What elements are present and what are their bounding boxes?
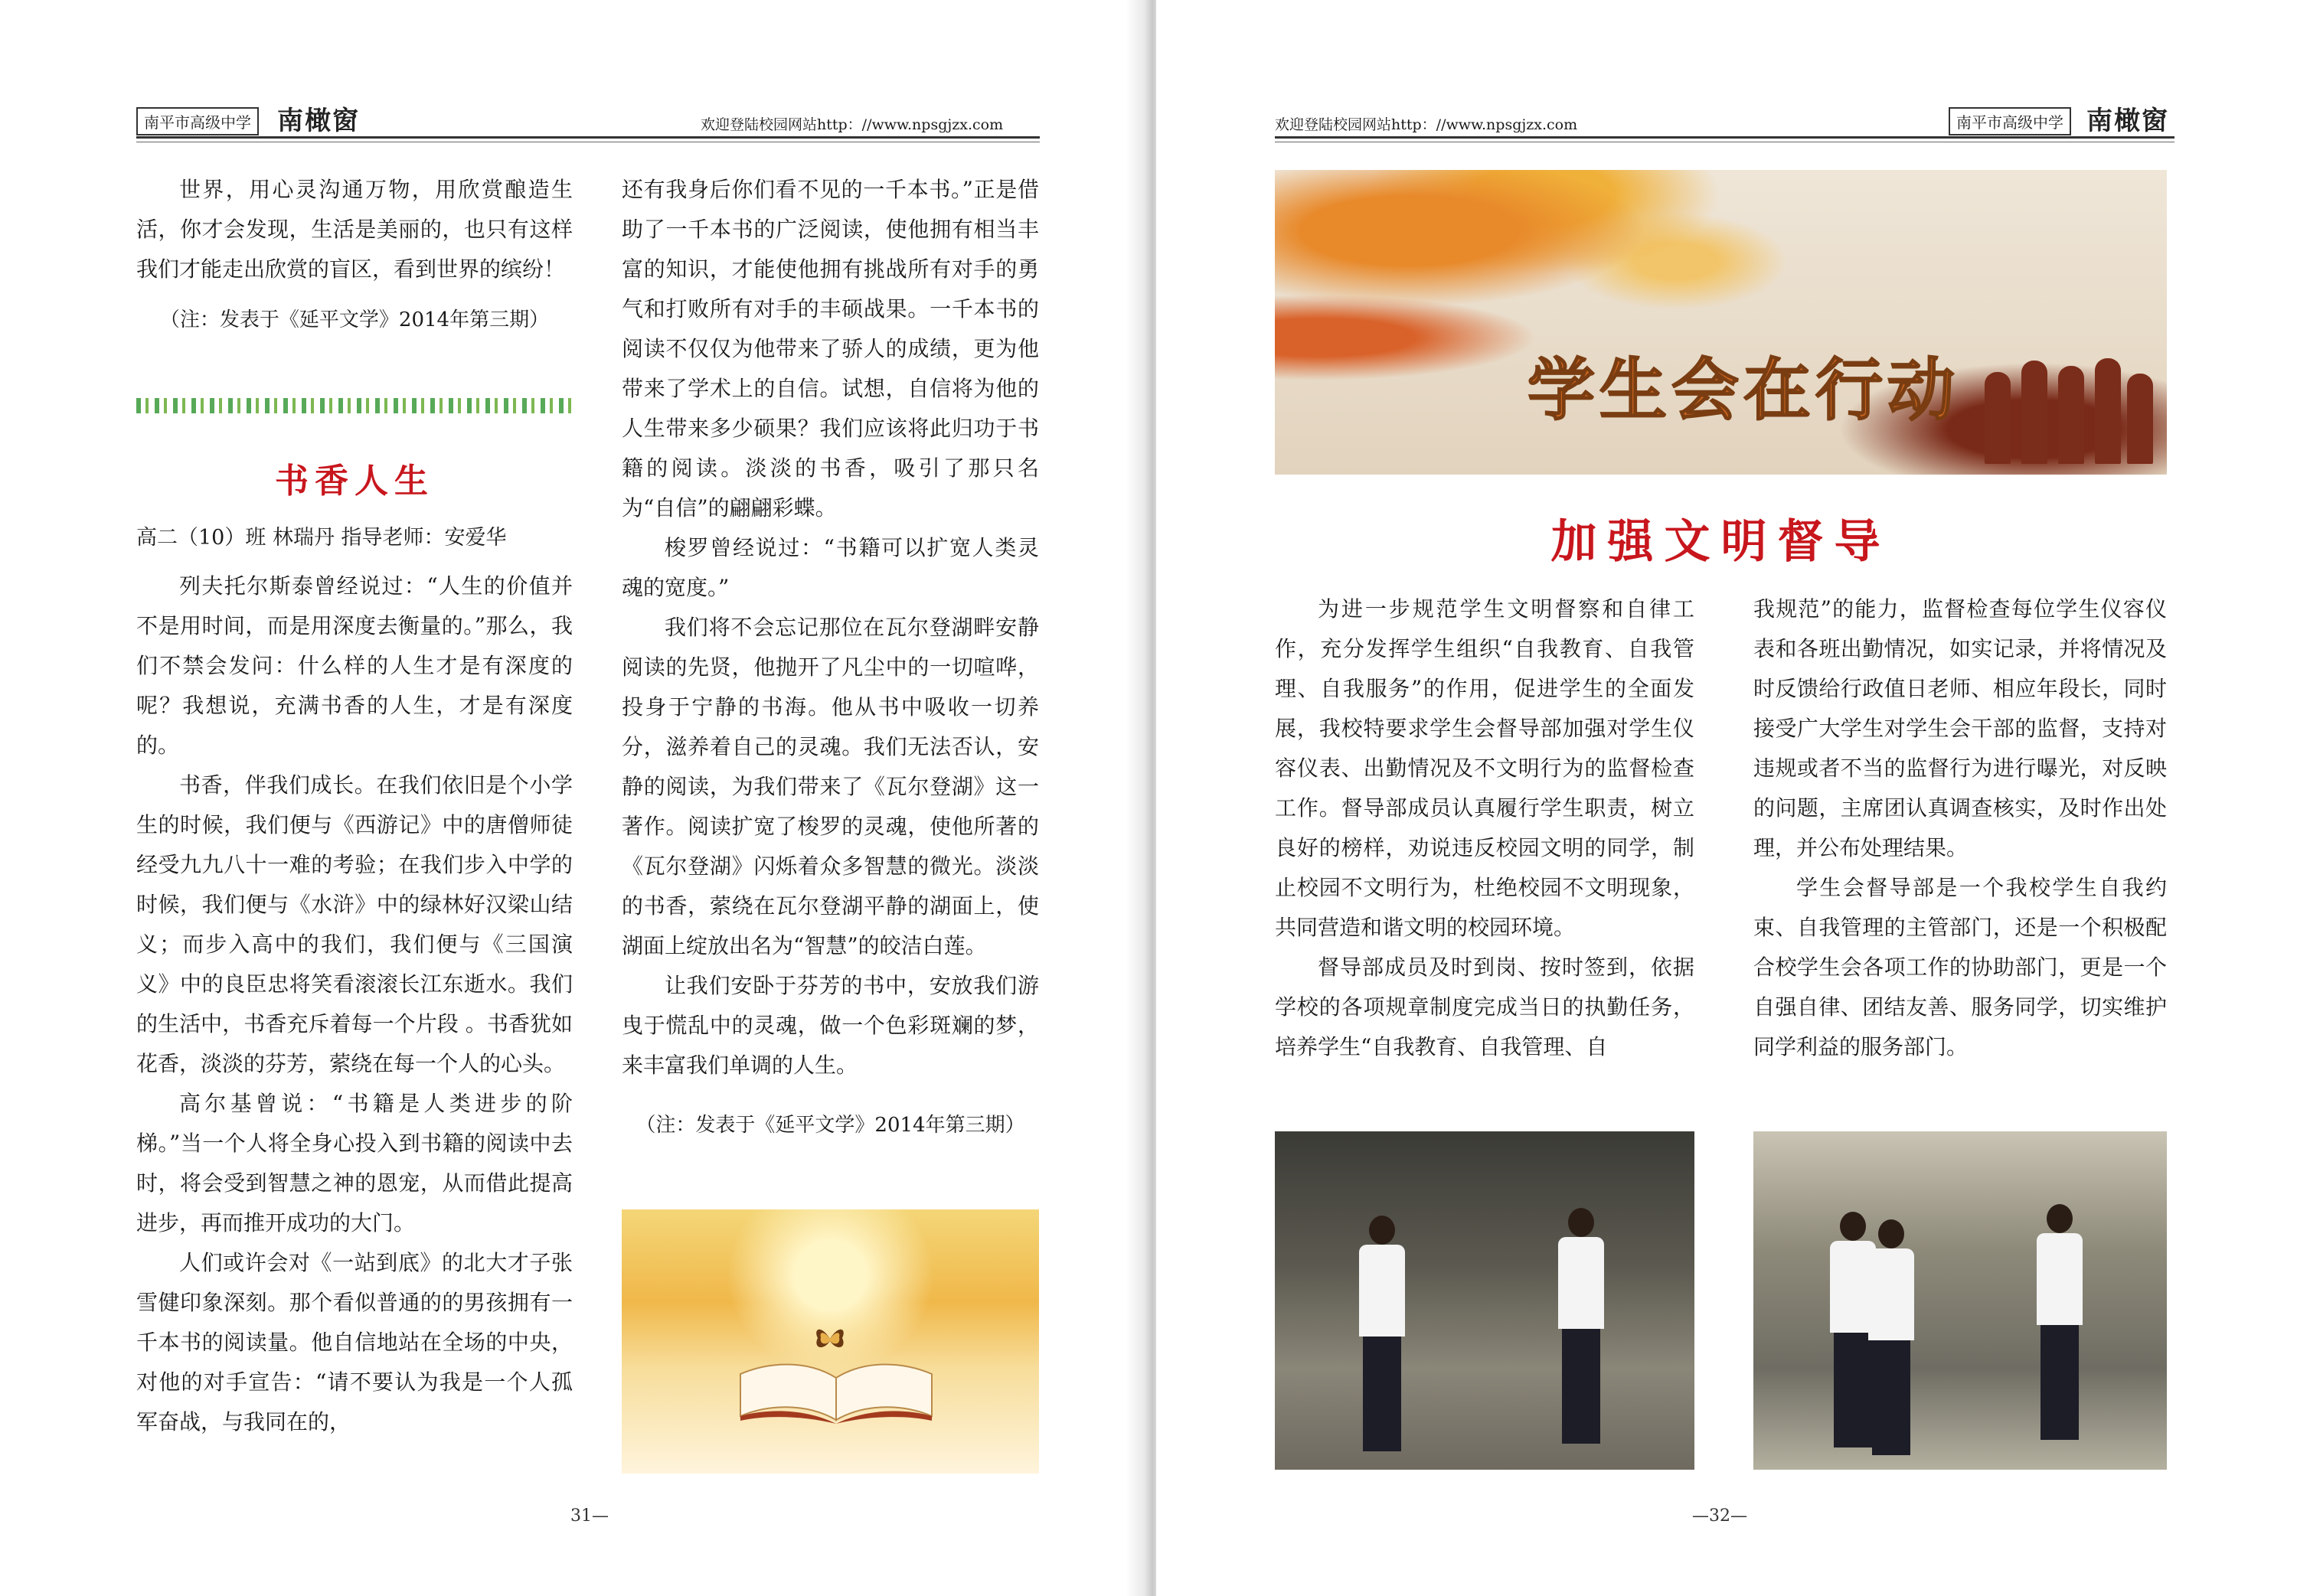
- paragraph: 学生会督导部是一个我校学生自我约束、自我管理的主管部门，还是一个积极配合校学生会各项工作的协助部门，更是一个自强自律、团结友善、服务同学，切实维护同学利益的服务部门。: [1753, 875, 2167, 1059]
- brand-logo: 南橄窗: [277, 106, 360, 136]
- header-rule: [136, 136, 1040, 139]
- paragraph: 列夫托尔斯泰曾经说过：“人生的价值并不是用时间，而是用深度去衡量的。”那么，我们不禁会发问：什么样的人生才是有深度的呢？我想说，充满书香的人生，才是有深度的。: [136, 573, 573, 758]
- student-figure: [1868, 1219, 1914, 1455]
- paragraph: 世界，用心灵沟通万物，用欣赏酿造生活，你才会发现，生活是美丽的，也只有这样我们才能走出欣赏的盲区，看到世界的缤纷！: [136, 177, 573, 282]
- school-name-box: 南平市高级中学: [136, 107, 259, 135]
- paragraph: 高尔基曾说：“书籍是人类进步的阶梯。”当一个人将全身心投入到书籍的阅读中去时，将会受到智慧之神的恩宠，从而借此提高进步，再而推开成功的大门。: [136, 1091, 573, 1235]
- paragraph: 为进一步规范学生文明督察和自律工作，充分发挥学生组织“自我教育、自我管理、自我服务”的作用，促进学生的全面发展，我校特要求学生会督导部加强对学生仪容仪表、出勤情况及不文明行为的监督检查工作。督导部成员认真履行学生职责，树立良好的榜样，劝说违反校园文明的同学，制止校园不文明行为，杜绝校园不文明现象，共同营造和谐文明的校园环境。: [1275, 596, 1694, 940]
- figures-silhouette: [1985, 357, 2153, 464]
- byline: 高二（10）班 林瑞丹 指导老师：安爱华: [136, 526, 507, 550]
- brand-logo: 南橄窗: [2086, 106, 2169, 136]
- paragraph: 人们或许会对《一站到底》的北大才子张雪健印象深刻。那个看似普通的的男孩拥有一千本书的阅读量。他自信地站在全场的中央，对他的对手宣告：“请不要认为我是一个人孤军奋战，与我同在的，: [136, 1250, 573, 1434]
- right-page: [1156, 0, 2297, 1596]
- publication-note: （注：发表于《延平文学》2014年第三期）: [636, 1114, 1025, 1137]
- book-illustration: [622, 1209, 1039, 1474]
- student-union-banner: [1275, 170, 2167, 475]
- banner-title: 学生会在行动: [1528, 351, 1960, 429]
- site-url: 欢迎登陆校园网站http：//www.npsgjzx.com: [701, 116, 1004, 133]
- header-rule: [1275, 136, 2174, 139]
- paragraph: 梭罗曾经说过：“书籍可以扩宽人类灵魂的宽度。”: [622, 535, 1039, 600]
- butterfly-icon: [813, 1324, 847, 1353]
- photo-corridor-duty: [1753, 1131, 2167, 1470]
- photo-stairwell-duty: [1275, 1131, 1694, 1470]
- page-number: 31—: [570, 1506, 609, 1526]
- school-name-box: 南平市高级中学: [1949, 107, 2071, 135]
- left-col1-intro: [136, 170, 573, 351]
- student-figure: [1558, 1208, 1604, 1444]
- right-col2-body: [1753, 589, 2167, 1067]
- ornament-divider: [136, 398, 573, 413]
- left-page: [0, 0, 1141, 1596]
- left-col2-body: [622, 170, 1039, 1156]
- site-url: 欢迎登陆校园网站http：//www.npsgjzx.com: [1275, 116, 1578, 133]
- paragraph: 我规范”的能力，监督检查每位学生仪容仪表和各班出勤情况，如实记录，并将情况及时反馈给行政值日老师、相应年段长，同时接受广大学生对学生会干部的监督，支持对违规或者不当的监督行为进行曝光，对反映的问题，主席团认真调查核实，及时作出处理，并公布处理结果。: [1753, 596, 2167, 860]
- paragraph: 书香，伴我们成长。在我们依旧是个小学生的时候，我们便与《西游记》中的唐僧师徒经受九九八十一难的考验；在我们步入中学的时候，我们便与《水浒》中的绿林好汉梁山结义；而步入高中的我们，我们便与《三国演义》中的良臣忠将笑看滚滚长江东逝水。我们的生活中，书香充斥着每一个片段 。书香犹如花香，淡淡的芬芳，萦绕在每一个人的心头。: [136, 772, 573, 1076]
- open-book-icon: [737, 1355, 936, 1424]
- paragraph: 还有我身后你们看不见的一千本书。”正是借助了一千本书的广泛阅读，使他拥有相当丰富的知识，才能使他拥有挑战所有对手的勇气和打败所有对手的丰硕战果。一千本书的阅读不仅仅为他带来了骄人的成绩，更为他带来了学术上的自信。试想，自信将为他的人生带来多少硕果？我们应该将此归功于书籍的阅读。淡淡的书香，吸引了那只名为“自信”的翩翩彩蝶。: [622, 177, 1039, 521]
- right-col1-body: [1275, 589, 1694, 1067]
- paragraph: 督导部成员及时到岗、按时签到，依据学校的各项规章制度完成当日的执勤任务，培养学生“自我教育、自我管理、自: [1275, 955, 1694, 1059]
- article-title: 书香人生: [275, 462, 434, 501]
- paragraph: 让我们安卧于芬芳的书中，安放我们游曳于慌乱中的灵魂，做一个色彩斑斓的梦，来丰富我们单调的人生。: [622, 973, 1039, 1078]
- article-title: 加强文明督导: [1550, 515, 1891, 569]
- page-number: —32—: [1692, 1506, 1747, 1526]
- student-figure: [2037, 1204, 2083, 1440]
- student-figure: [1359, 1216, 1405, 1451]
- paragraph: 我们将不会忘记那位在瓦尔登湖畔安静阅读的先贤，他抛开了凡尘中的一切喧哗，投身于宁静的书海。他从书中吸收一切养分，滋养着自己的灵魂。我们无法否认，安静的阅读，为我们带来了《瓦尔登湖》这一著作。阅读扩宽了梭罗的灵魂，使他所著的《瓦尔登湖》闪烁着众多智慧的微光。淡淡的书香，萦绕在瓦尔登湖平静的湖面上，使湖面上绽放出名为“智慧”的皎洁白莲。: [622, 615, 1039, 958]
- publication-note: （注：发表于《延平文学》2014年第三期）: [159, 308, 550, 331]
- left-col1-body: [136, 566, 573, 1442]
